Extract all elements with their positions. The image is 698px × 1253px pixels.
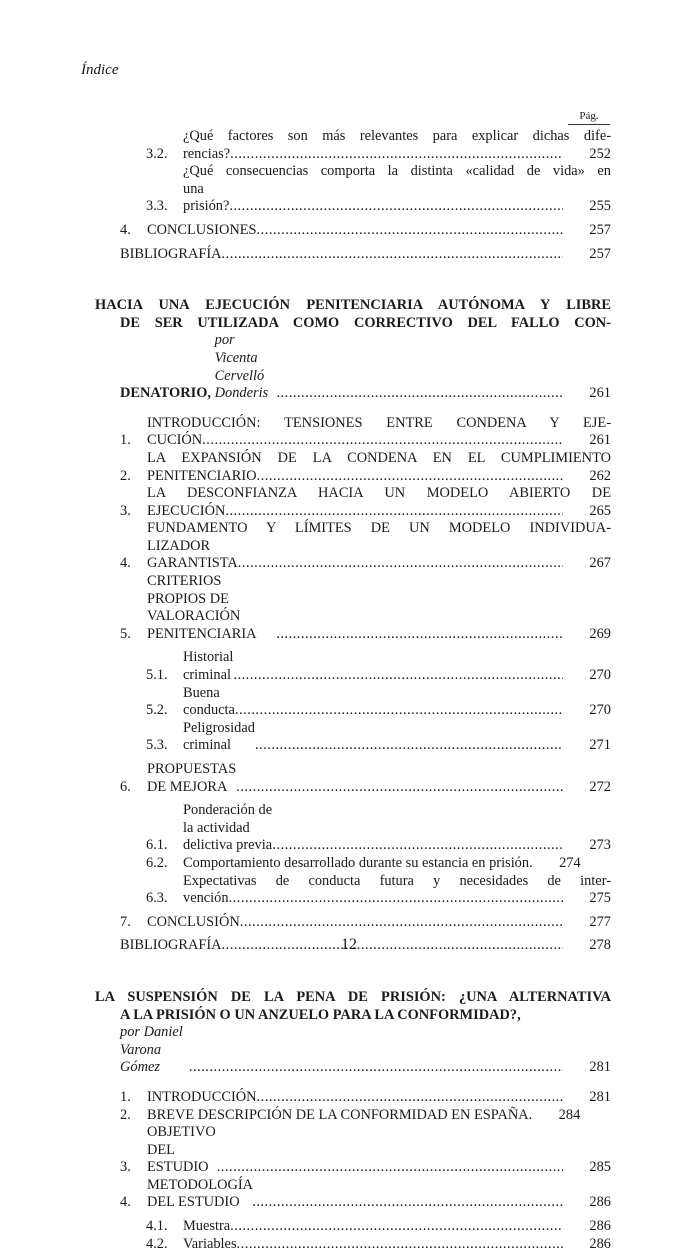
entry-title: Variables — [183, 1235, 237, 1252]
entry-number: 4. — [120, 221, 131, 238]
dot-leader — [225, 503, 563, 521]
page-number: 271 — [589, 737, 611, 754]
toc-entry — [120, 450, 611, 485]
page-number: 262 — [589, 467, 611, 484]
toc-entry — [120, 761, 611, 796]
dot-leader — [235, 702, 563, 720]
toc-entry — [120, 1124, 611, 1177]
toc-entry — [120, 802, 611, 855]
chapter-heading — [95, 297, 611, 403]
page-number: 274 — [559, 854, 581, 871]
page-number: 261 — [589, 432, 611, 449]
entry-title: una prisión? — [183, 180, 230, 215]
entry-number: 6.3. — [146, 890, 168, 907]
entry-title: BREVE DESCRIPCIÓN DE LA CONFORMIDAD EN ESPAÑA. — [147, 1106, 533, 1123]
page-number: 265 — [589, 502, 611, 519]
dot-leader — [272, 837, 563, 855]
dot-leader — [252, 1194, 563, 1212]
entry-number: 1. — [120, 432, 131, 449]
entry-number: 6.2. — [146, 854, 168, 871]
entry-number: 7. — [120, 913, 131, 930]
table-of-contents — [95, 128, 611, 1253]
toc-entry — [120, 1218, 611, 1236]
entry-title: Muestra — [183, 1218, 231, 1235]
entry-number: 4. — [120, 555, 131, 572]
page-number: 286 — [589, 1218, 611, 1235]
chapter-title: DE SER UTILIZADA COMO CORRECTIVO DEL FALLO CON- — [120, 314, 611, 331]
entry-number: 5.3. — [146, 737, 168, 754]
entry-number: 1. — [120, 1088, 131, 1105]
folio-page-number: 12 — [341, 936, 357, 953]
entry-number: 2. — [120, 467, 131, 484]
entry-title: Historial criminal — [183, 649, 234, 684]
dot-leader — [202, 432, 563, 450]
entry-number: 6. — [120, 778, 131, 795]
toc-entry — [120, 685, 611, 720]
toc-entry — [120, 720, 611, 755]
entry-number: 4. — [120, 1194, 131, 1211]
dot-leader — [240, 914, 563, 932]
entry-title: PROPUESTAS DE MEJORA — [147, 761, 237, 795]
page-number: 269 — [589, 625, 611, 642]
toc-entry — [120, 485, 611, 520]
toc-entry — [120, 1177, 611, 1212]
entry-title: LA DESCONFIANZA HACIA UN MODELO ABIERTO DE — [147, 485, 611, 502]
entry-number: 3.2. — [146, 145, 168, 162]
toc-entry — [120, 415, 611, 450]
dot-leader — [229, 890, 563, 908]
entry-title: CONCLUSIONES — [147, 221, 257, 238]
dot-leader — [257, 222, 563, 240]
entry-title: PENITENCIARIO — [147, 467, 257, 484]
page-number: 261 — [589, 385, 611, 402]
dot-leader — [238, 555, 563, 573]
dot-leader — [230, 146, 563, 164]
toc-entry — [120, 1236, 611, 1253]
entry-title: vención — [183, 890, 229, 907]
dot-leader — [257, 468, 563, 486]
entry-number: 3.3. — [146, 198, 168, 215]
dot-leader — [257, 1089, 563, 1107]
dot-leader — [229, 198, 563, 216]
entry-title: CONCLUSIÓN — [147, 913, 240, 930]
entry-number: 4.2. — [146, 1235, 168, 1252]
page-number: 275 — [589, 890, 611, 907]
entry-title: BIBLIOGRAFÍA — [120, 937, 222, 954]
chapter-title: A LA PRISIÓN O UN ANZUELO PARA LA CONFORMIDAD?, — [120, 1006, 521, 1023]
entry-number: 2. — [120, 1106, 131, 1123]
toc-entry — [120, 520, 611, 573]
dot-leader — [233, 667, 563, 685]
entry-number: 5.1. — [146, 667, 168, 684]
chapter-title: HACIA UNA EJECUCIÓN PENITENCIARIA AUTÓNOMA Y LIBRE — [95, 297, 611, 314]
entry-title: INTRODUCCIÓN: TENSIONES ENTRE CONDENA Y EJE- — [147, 414, 611, 431]
page-number: 252 — [589, 145, 611, 162]
entry-number: 3. — [120, 502, 131, 519]
page-number: 272 — [589, 778, 611, 795]
entry-title: OBJETIVO DEL ESTUDIO — [147, 1124, 216, 1176]
entry-number: 5.2. — [146, 702, 168, 719]
entry-title: LA EXPANSIÓN DE LA CONDENA EN EL CUMPLIMIENTO — [147, 449, 611, 466]
page-number: 257 — [589, 221, 611, 238]
entry-title: Peligrosidad criminal — [183, 719, 255, 754]
entry-number: 4.1. — [146, 1218, 168, 1235]
entry-number: 5. — [120, 625, 131, 642]
toc-entry — [120, 1107, 611, 1125]
page-number: 286 — [589, 1235, 611, 1252]
dot-leader — [236, 779, 563, 797]
page-number: 278 — [589, 937, 611, 954]
dot-leader — [222, 246, 563, 264]
page-number: 270 — [589, 702, 611, 719]
entry-title: ¿Qué consecuencias comporta la distinta «calidad de vida» en — [183, 163, 611, 180]
page-number: 281 — [589, 1088, 611, 1105]
running-head: Índice — [81, 62, 119, 78]
toc-entry — [120, 1089, 611, 1107]
entry-title: Buena conducta — [183, 684, 235, 719]
toc-entry — [120, 914, 611, 932]
dot-leader — [276, 385, 563, 403]
toc-entry — [120, 855, 611, 873]
page-number: 284 — [558, 1106, 581, 1123]
entry-title: CRITERIOS PROPIOS DE VALORACIÓN PENITENCIARIA — [147, 573, 257, 642]
dot-leader — [217, 1159, 563, 1177]
page-number: 285 — [589, 1159, 611, 1176]
page-number: 270 — [589, 667, 611, 684]
page-number: 281 — [589, 1059, 611, 1076]
toc-entry — [120, 222, 611, 240]
entry-title: rencias? — [183, 145, 231, 162]
entry-title: Comportamiento desarrollado durante su estancia en prisión. — [183, 854, 533, 871]
toc-entry — [120, 163, 611, 216]
entry-title: METODOLOGÍA DEL ESTUDIO — [147, 1176, 253, 1211]
page-column-label: Pág. — [568, 110, 610, 125]
entry-title: Ponderación de la actividad delictiva previa — [183, 802, 273, 854]
entry-title: ¿Qué factores son más relevantes para explicar dichas dife- — [183, 128, 611, 144]
entry-title: LIZADOR GARANTISTA — [147, 537, 238, 572]
dot-leader — [230, 1218, 563, 1236]
entry-title: Expectativas de conducta futura y necesidades de inter- — [183, 872, 611, 889]
toc-entry — [120, 649, 611, 684]
page-number: 277 — [589, 913, 611, 930]
entry-title: BIBLIOGRAFÍA — [120, 245, 222, 262]
chapter-title: LA SUSPENSIÓN DE LA PENA DE PRISIÓN: ¿UNA ALTERNATIVA — [95, 988, 611, 1005]
dot-leader — [255, 737, 563, 755]
chapter-heading — [95, 989, 611, 1077]
dot-leader — [237, 1236, 563, 1253]
toc-entry — [120, 573, 611, 643]
entry-number: 6.1. — [146, 837, 168, 854]
dot-leader — [276, 626, 563, 644]
dot-leader — [189, 1059, 563, 1077]
chapter-title: DENATORIO, — [120, 385, 212, 402]
entry-title: INTRODUCCIÓN — [147, 1088, 257, 1105]
chapter-author: por Vicenta Cervelló Donderis — [214, 332, 269, 402]
entry-title: FUNDAMENTO Y LÍMITES DE UN MODELO INDIVIDUA- — [147, 520, 611, 537]
toc-entry — [120, 128, 611, 163]
entry-title: CUCIÓN — [147, 432, 203, 449]
entry-title: EJECUCIÓN — [147, 502, 226, 519]
page-number: 267 — [589, 555, 611, 572]
entry-number: 3. — [120, 1159, 131, 1176]
page-number: 286 — [589, 1194, 611, 1211]
chapter-author: por Daniel Varona Gómez — [120, 1024, 183, 1076]
page-number: 255 — [589, 198, 611, 215]
toc-entry — [120, 873, 611, 908]
page-number: 257 — [589, 245, 611, 262]
page-number: 273 — [589, 837, 611, 854]
toc-entry — [120, 246, 611, 264]
